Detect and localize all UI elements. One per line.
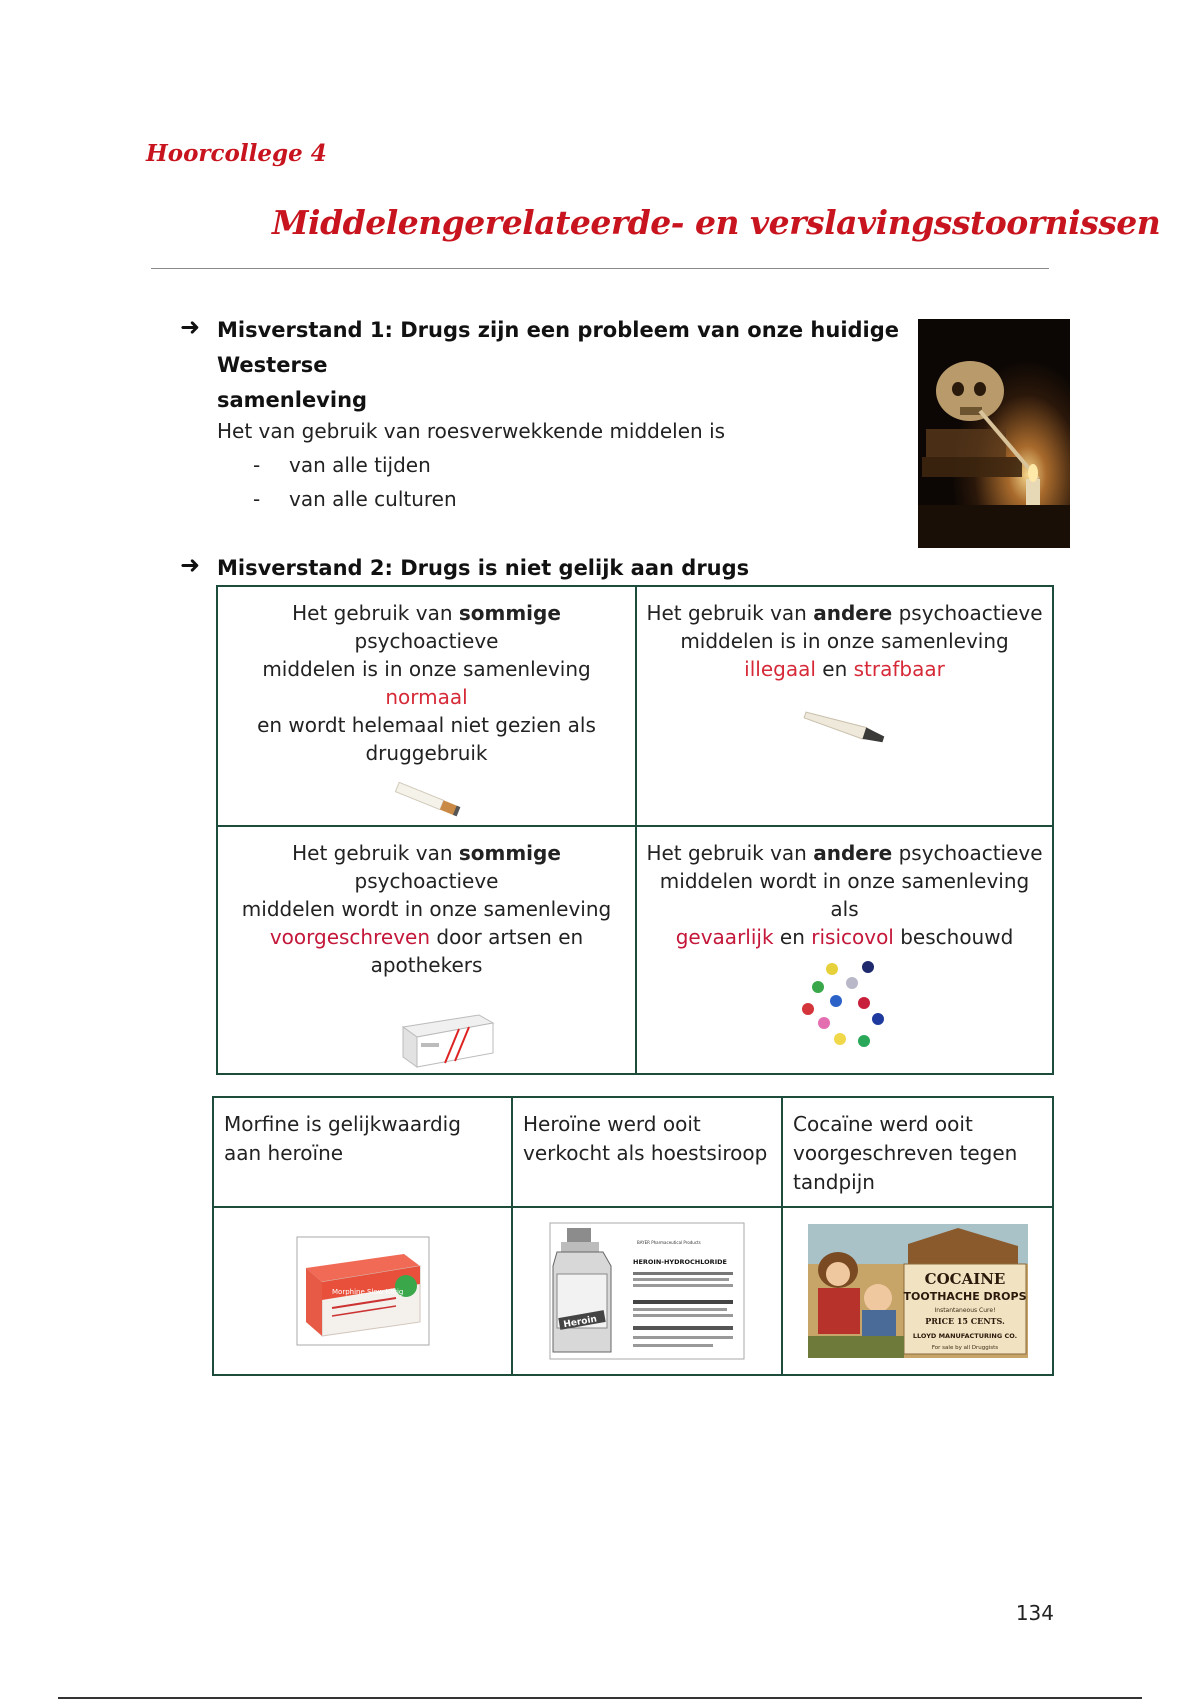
comparison-table [216,585,1054,1075]
cigarette-image [387,773,467,825]
morphine-box-image [296,1236,430,1346]
misverstand-1-heading: Misverstand 1: Drugs zijn een probleem van onze huidige Westerse samenleving [217,318,900,412]
title-divider [151,268,1049,269]
arrow-icon: ➜ [180,551,201,579]
bullet-dash-1: - [253,453,261,477]
poster-title: COCAINE [924,1270,1005,1288]
bullet-item-2: van alle culturen [289,487,457,511]
ad-header: HEROIN-HYDROCHLORIDE [633,1258,727,1266]
fact-cell-cocaine: Cocaïne werd ooit voorgeschreven tegen tandpijn [782,1097,1053,1207]
fact-cell-heroine: Heroïne werd ooit verkocht als hoestsiroop [512,1097,782,1207]
course-label: Hoorcollege 4 [146,140,327,167]
ad-brand: BAYER Pharmaceutical Products [637,1240,701,1245]
table-cell-illegaal: Het gebruik van andere psychoactieve middelen is in onze samenleving illegaal en strafbaar [636,586,1053,826]
highlight-voorgeschreven: voorgeschreven [269,925,431,949]
page-title: Middelengerelateerde- en verslavingsstoornissen [272,203,1161,242]
poster-maker: LLOYD MANUFACTURING CO. [912,1332,1017,1340]
vanitas-painting-image [918,319,1070,548]
table-cell-normaal: Het gebruik van sommige psychoactieve middelen is in onze samenleving normaal en wordt helemaal niet gezien als druggebruik [217,586,636,826]
footer-divider [58,1697,1142,1699]
fact-image-cell-morfine [213,1207,512,1375]
facts-table [212,1096,1054,1376]
poster-sale: For sale by all Druggists [931,1345,998,1351]
fact-image-cell-heroine [512,1207,782,1375]
misverstand-1-intro: Het van gebruik van roesverwekkende middelen is [217,419,726,443]
heroin-bottle-ad-image [549,1222,745,1360]
highlight-risicovol: risicovol [811,925,894,949]
ecstasy-pills-image [800,961,890,1051]
poster-subtitle: TOOTHACHE DROPS [903,1290,1026,1303]
arrow-icon: ➜ [180,313,201,341]
poster-cure: Instantaneous Cure! [934,1307,995,1314]
poster-price: PRICE 15 CENTS. [924,1316,1005,1326]
bullet-dash-2: - [253,487,261,511]
table-cell-voorgeschreven: Het gebruik van sommige psychoactieve middelen wordt in onze samenleving voorgeschreven door artsen en apothekers [217,826,636,1074]
misverstand-2-heading: Misverstand 2: Drugs is niet gelijk aan drugs [217,556,750,580]
highlight-illegaal: illegaal [744,657,816,681]
fact-cell-morfine: Morfine is gelijkwaardig aan heroïne [213,1097,512,1207]
table-cell-gevaarlijk: Het gebruik van andere psychoactieve middelen wordt in onze samenleving als gevaarlijk en risicovol beschouwd [636,826,1053,1074]
highlight-strafbaar: strafbaar [853,657,945,681]
bullet-item-1: van alle tijden [289,453,431,477]
medicine-box-image [397,1009,497,1073]
fact-image-cell-cocaine [782,1207,1053,1375]
page-number: 134 [1015,1601,1054,1625]
highlight-normaal: normaal [385,685,468,709]
joint-image [795,703,895,753]
cocaine-toothache-poster-image [808,1224,1028,1358]
morphine-box-label: Morphine Slow Kilrig [331,1288,403,1296]
heroin-bottle-label: Heroin [562,1314,598,1331]
highlight-gevaarlijk: gevaarlijk [675,925,774,949]
